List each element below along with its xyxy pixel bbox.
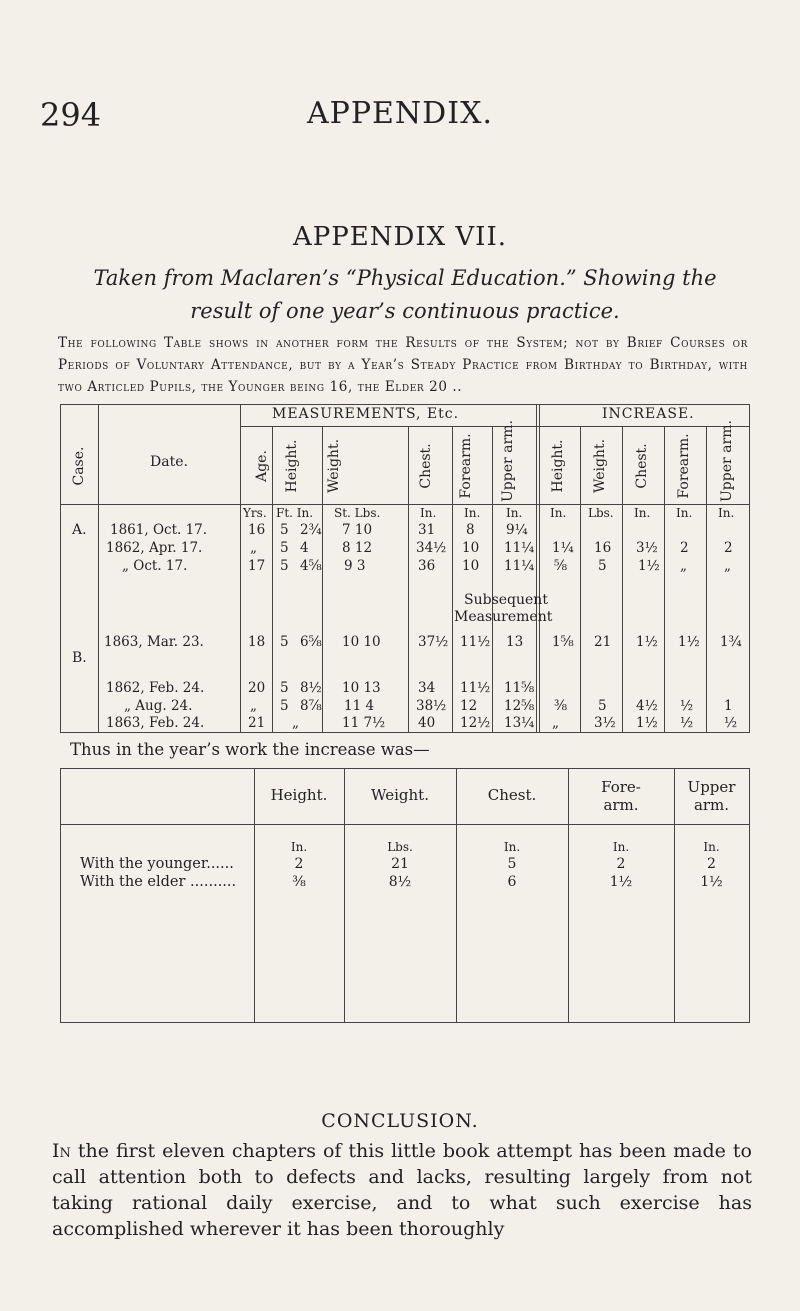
header-inc-forearm: Forearm. <box>676 433 692 499</box>
rule-weight <box>408 426 409 732</box>
header-height: Height. <box>284 439 300 493</box>
unit-inc-chest: In. <box>634 506 651 520</box>
row-age: 21 <box>248 715 266 731</box>
header-date: Date. <box>150 454 188 470</box>
summary-unit-chest: In. <box>503 840 521 854</box>
summary-header-upper-arm: Upper arm. <box>687 778 736 814</box>
row-inc-height: 1¼ <box>552 540 574 556</box>
row-inc-upper: 1 <box>724 698 733 714</box>
row-inc-upper: ½ <box>724 715 738 731</box>
row-in: 8⅞ <box>300 698 322 714</box>
summary-header-forearm: Fore- arm. <box>601 778 641 814</box>
group-increase: INCREASE. <box>602 406 695 422</box>
rule-age <box>272 426 273 732</box>
row-age: 20 <box>248 680 266 696</box>
row-weight: 11 7½ <box>342 715 386 731</box>
row-inc-weight: 5 <box>598 558 607 574</box>
rule-case <box>98 404 99 732</box>
summary-height: ⅜ <box>292 874 306 890</box>
row-forearm: 12½ <box>460 715 491 731</box>
rule-measure-end <box>536 404 537 732</box>
page-number: 294 <box>40 96 102 134</box>
row-in: 2¾ <box>300 522 322 538</box>
summary-rule-label <box>254 768 255 1022</box>
summary-upper-arm: 1½ <box>700 874 723 890</box>
unit-age: Yrs. <box>243 506 267 520</box>
appendix-title: APPENDIX VII. <box>293 222 507 252</box>
appendix-subtitle: Taken from Maclaren’s “Physical Education.” Showing the result of one year’s continuous practice. <box>93 266 717 323</box>
row-date: 1862, Feb. 24. <box>106 680 205 696</box>
row-date: 1862, Apr. 17. <box>106 540 203 556</box>
row-inc-weight: 3½ <box>594 715 616 731</box>
row-inc-height: ⅜ <box>554 698 568 714</box>
row-upper: 12⅝ <box>504 698 535 714</box>
rule-inc-height <box>580 426 581 732</box>
subsequent-note-1: Subsequent <box>464 592 548 608</box>
row-inc-chest: 4½ <box>636 698 658 714</box>
measurements-table <box>60 404 750 732</box>
summary-weight: 21 <box>391 856 409 872</box>
row-chest: 38½ <box>416 698 447 714</box>
header-chest: Chest. <box>418 443 434 489</box>
row-inc-upper: 2 <box>724 540 733 556</box>
row-age: 17 <box>248 558 266 574</box>
row-weight: 11 4 <box>344 698 375 714</box>
summary-rule-weight <box>456 768 457 1022</box>
row-inc-upper: „ <box>724 558 731 574</box>
row-inc-weight: 16 <box>594 540 612 556</box>
row-upper: 13¼ <box>504 715 535 731</box>
row-upper: 13 <box>506 634 524 650</box>
unit-upper-arm: In. <box>506 506 523 520</box>
subsequent-note-2: Measurement <box>454 609 553 625</box>
rule-inc-forearm <box>706 426 707 732</box>
conclusion-paragraph <box>52 1138 752 1242</box>
unit-inc-upper-arm: In. <box>718 506 735 520</box>
row-weight: 7 10 <box>342 522 373 538</box>
table-bottom-rule <box>60 732 750 733</box>
row-in: 8½ <box>300 680 322 696</box>
row-inc-chest: 1½ <box>638 558 660 574</box>
row-upper: 11¼ <box>504 558 535 574</box>
row-date: „ Aug. 24. <box>124 698 193 714</box>
row-inc-forearm: ½ <box>680 698 694 714</box>
row-chest: 36 <box>418 558 436 574</box>
row-age: 18 <box>248 634 266 650</box>
row-inc-weight: 5 <box>598 698 607 714</box>
row-ft: 5 <box>280 558 289 574</box>
row-age: „ <box>250 540 257 556</box>
row-in: 4 <box>300 540 309 556</box>
rule-inc-chest <box>664 426 665 732</box>
row-inc-height: „ <box>552 715 559 731</box>
row-upper: 9¼ <box>506 522 528 538</box>
conclusion-heading: CONCLUSION. <box>321 1110 479 1132</box>
unit-inc-forearm: In. <box>676 506 693 520</box>
summary-height: 2 <box>294 856 304 872</box>
header-case: Case. <box>71 446 87 486</box>
summary-header-rule <box>60 824 750 825</box>
header-inc-weight: Weight. <box>592 438 608 494</box>
row-inc-forearm: 2 <box>680 540 689 556</box>
row-inc-chest: 3½ <box>636 540 658 556</box>
row-inc-forearm: ½ <box>680 715 694 731</box>
summary-chest: 5 <box>507 856 517 872</box>
summary-border-right <box>749 768 750 1022</box>
table-border-left <box>60 404 61 732</box>
summary-table <box>60 768 750 1022</box>
summary-unit-forearm: In. <box>612 840 630 854</box>
summary-rule-height <box>344 768 345 1022</box>
row-forearm: 12 <box>460 698 478 714</box>
summary-label: With the younger...... <box>80 856 234 872</box>
row-age: 16 <box>248 522 266 538</box>
row-inc-forearm: „ <box>680 558 687 574</box>
summary-unit-weight: Lbs. <box>387 840 413 854</box>
header-inc-chest: Chest. <box>634 443 650 489</box>
summary-forearm: 2 <box>616 856 626 872</box>
summary-bottom-rule <box>60 1022 750 1023</box>
table-top-rule <box>60 404 750 405</box>
header-weight: Weight. <box>326 438 342 494</box>
case-a: A. <box>72 522 87 538</box>
row-in: 6⅝ <box>300 634 322 650</box>
conclusion-first-word: In <box>52 1140 71 1162</box>
rule-forearm <box>492 426 493 732</box>
unit-inc-weight: Lbs. <box>588 506 614 520</box>
row-date: „ Oct. 17. <box>122 558 188 574</box>
row-inc-chest: 1½ <box>636 715 658 731</box>
row-chest: 34½ <box>416 540 447 556</box>
row-chest: 40 <box>418 715 436 731</box>
rule-date <box>240 404 241 732</box>
row-forearm: 10 <box>462 558 480 574</box>
row-ft: „ <box>292 715 299 731</box>
row-weight: 10 13 <box>342 680 381 696</box>
summary-chest: 6 <box>507 874 517 890</box>
header-forearm: Forearm. <box>458 433 474 499</box>
row-inc-chest: 1½ <box>636 634 658 650</box>
row-date: 1861, Oct. 17. <box>110 522 208 538</box>
unit-chest: In. <box>420 506 437 520</box>
unit-inc-height: In. <box>550 506 567 520</box>
row-inc-weight: 21 <box>594 634 612 650</box>
unit-weight: St. Lbs. <box>334 506 381 520</box>
intro-paragraph: The following Table shows in another form the Results of the System; not by Brief Courses or Periods of Voluntary Attendance, but by a Year’s Steady Practice from Birthday to Birthday, with two Articled Pupils, the Younger being 16, the Elder 20 .. <box>58 335 748 395</box>
summary-unit-height: In. <box>290 840 308 854</box>
row-ft: 5 <box>280 540 289 556</box>
row-chest: 31 <box>418 522 436 538</box>
summary-border-left <box>60 768 61 1022</box>
row-forearm: 11½ <box>460 680 491 696</box>
row-forearm: 10 <box>462 540 480 556</box>
row-weight: 10 10 <box>342 634 381 650</box>
summary-unit-upper-arm: In. <box>703 840 720 854</box>
row-ft: 5 <box>280 698 289 714</box>
row-forearm: 11½ <box>460 634 491 650</box>
header-age: Age. <box>254 450 270 482</box>
row-inc-height: ⅝ <box>554 558 568 574</box>
summary-intro: Thus in the year’s work the increase was— <box>70 740 430 759</box>
rule-height <box>322 426 323 732</box>
row-chest: 34 <box>418 680 436 696</box>
summary-header-chest: Chest. <box>487 786 537 804</box>
summary-upper-arm: 2 <box>707 856 716 872</box>
summary-label: With the elder .......... <box>80 874 237 890</box>
rule-chest <box>452 426 453 732</box>
rule-measure-end-double <box>539 404 540 732</box>
row-date: 1863, Feb. 24. <box>106 715 205 731</box>
header-inc-height: Height. <box>550 439 566 493</box>
running-head: APPENDIX. <box>307 96 493 131</box>
conclusion-text: the first eleven chapters of this little book attempt has been made to call attention both to defects and lacks, resulting largely from not taking rational daily exercise, and to what such exercise has accomplished wherever it has been thoroughly <box>52 1140 752 1240</box>
row-date: 1863, Mar. 23. <box>104 634 204 650</box>
case-b: B. <box>72 650 87 666</box>
summary-top-rule <box>60 768 750 769</box>
row-forearm: 8 <box>466 522 475 538</box>
summary-weight: 8½ <box>388 874 412 890</box>
row-ft: 5 <box>280 680 289 696</box>
summary-header-height: Height. <box>270 786 328 804</box>
row-inc-forearm: 1½ <box>678 634 700 650</box>
header-inc-upper-arm: Upper arm. <box>719 420 735 502</box>
row-ft: 5 <box>280 522 289 538</box>
row-inc-height: 1⅝ <box>552 634 574 650</box>
summary-forearm: 1½ <box>609 874 633 890</box>
header-upper-arm: Upper arm. <box>500 420 516 502</box>
group-measurements: MEASUREMENTS, Etc. <box>272 406 460 422</box>
table-border-right <box>749 404 750 732</box>
row-upper: 11¼ <box>504 540 535 556</box>
unit-forearm: In. <box>464 506 481 520</box>
row-inc-upper: 1¾ <box>720 634 742 650</box>
rule-inc-weight <box>622 426 623 732</box>
row-upper: 11⅝ <box>504 680 535 696</box>
group-header-rule <box>240 426 750 427</box>
row-weight: 9 3 <box>344 558 366 574</box>
unit-height: Ft. In. <box>276 506 314 520</box>
row-ft: 5 <box>280 634 289 650</box>
row-weight: 8 12 <box>342 540 373 556</box>
row-age: „ <box>250 698 257 714</box>
summary-header-weight: Weight. <box>371 786 429 804</box>
header-bottom-rule <box>60 504 750 505</box>
row-in: 4⅝ <box>300 558 322 574</box>
row-chest: 37½ <box>418 634 449 650</box>
